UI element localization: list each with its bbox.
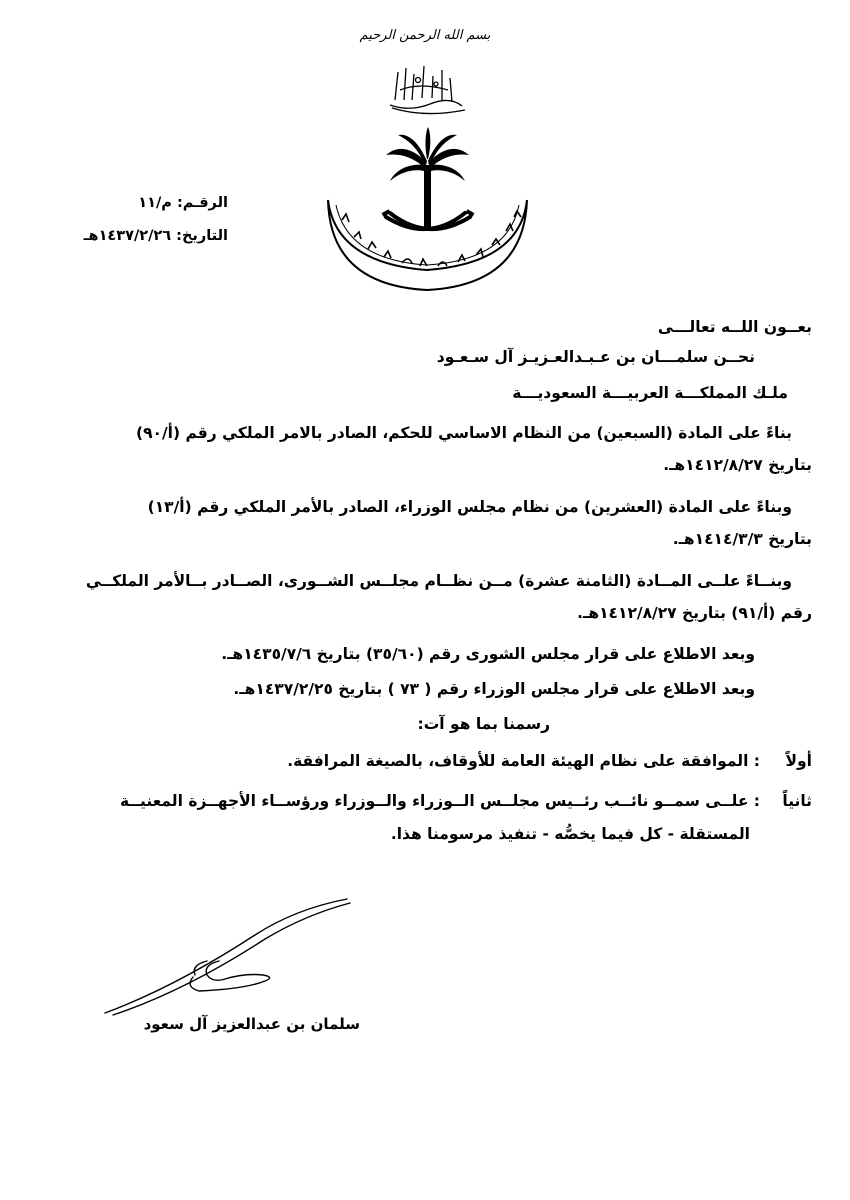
- shahada-calligraphy-icon: [370, 60, 480, 115]
- clause-second-line-1: : علــى سمــو نائــب رئــيس مجلــس الــوزراء والــوزراء ورؤســاء الأجهــزة المعنيــة: [120, 792, 760, 810]
- king-name-line: نحــن سلمـــان بن عـبـدالعـزيـز آل سـعـود: [436, 348, 755, 366]
- clause-first-text: : الموافقة على نظام الهيئة العامة للأوقاف، بالصيغة المرافقة.: [287, 752, 760, 770]
- clause-first-label: أولاً: [785, 752, 812, 770]
- clause-second-label: ثانياً: [782, 792, 812, 810]
- royal-signature: [95, 895, 355, 1030]
- preamble-3-line-2: رقم (أ/٩١) بتاريخ ١٤١٢/٨/٢٧هـ.: [577, 604, 812, 622]
- opening-invocation: بعــون اللــه تعالـــى: [657, 318, 812, 336]
- signatory-name: سلمان بن عبدالعزيز آل سعود: [143, 1015, 360, 1033]
- preamble-4: وبعد الاطلاع على قرار مجلس الشورى رقم (٣٥/٦٠) بتاريخ ١٤٣٥/٧/٦هـ.: [221, 645, 755, 663]
- basmala: بسم الله الرحمن الرحيم: [359, 28, 491, 43]
- preamble-2-line-2: بتاريخ ١٤١٤/٣/٣هـ.: [672, 530, 812, 548]
- preamble-1-line-2: بتاريخ ١٤١٢/٨/٢٧هـ.: [663, 456, 812, 474]
- preamble-5: وبعد الاطلاع على قرار مجلس الوزراء رقم ( ٧٣ ) بتاريخ ١٤٣٧/٢/٢٥هـ.: [233, 680, 755, 698]
- kingdom-line: ملـك المملكـــة العربيـــة السعوديـــة: [512, 384, 788, 402]
- reference-date: التاريخ: ١٤٣٧/٢/٢٦هـ: [83, 228, 228, 244]
- decree-intro: رسمنا بما هو آت:: [417, 715, 550, 733]
- preamble-1-line-1: بناءً على المادة (السبعين) من النظام الاساسي للحكم، الصادر بالامر الملكي رقم (أ/٩٠): [136, 424, 792, 442]
- saudi-emblem-icon: [320, 125, 535, 295]
- preamble-2-line-1: وبناءً على المادة (العشرين) من نظام مجلس الوزراء، الصادر بالأمر الملكي رقم (أ/١٣): [147, 498, 792, 516]
- clause-second-line-2: المستقلة - كل فيما يخصُّه - تنفيذ مرسومنا هذا.: [390, 825, 750, 843]
- preamble-3-line-1: وبنــاءً علــى المــادة (الثامنة عشرة) مــن نظــام مجلــس الشــورى، الصــادر بــالأمر الملكــي: [85, 572, 792, 590]
- reference-number: الرقـم: م/١١: [138, 195, 228, 211]
